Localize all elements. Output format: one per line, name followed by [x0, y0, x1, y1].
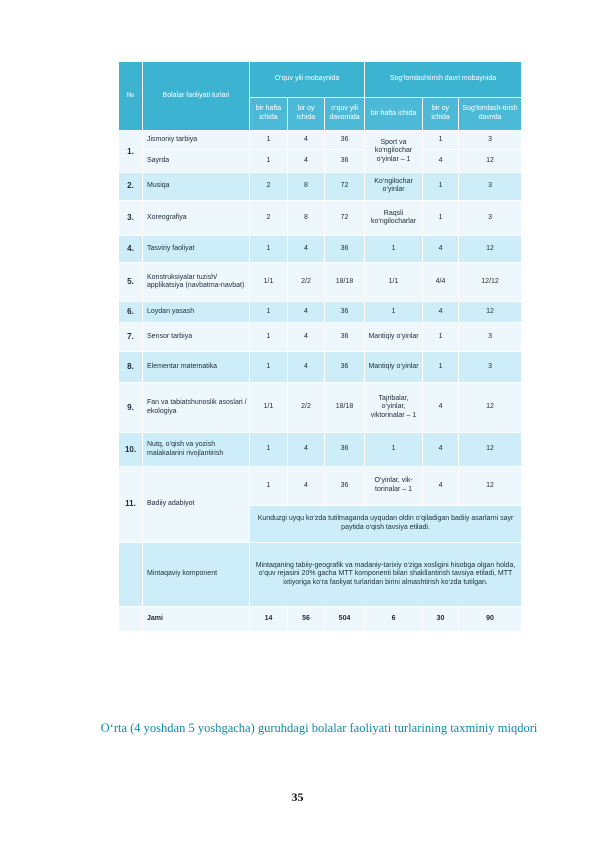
- row-label: Badiiy adabiyot: [143, 466, 250, 542]
- activity-table: [118, 61, 522, 632]
- cell-month: 8: [288, 172, 325, 200]
- cell-year: 36: [325, 466, 365, 505]
- row-number: 6.: [119, 302, 143, 322]
- total-row: [119, 607, 522, 632]
- table-row: [119, 433, 522, 467]
- cell-week: 1/1: [250, 263, 288, 302]
- cell-year: 72: [325, 200, 365, 236]
- subheader-health-month: bir oy ichida: [423, 98, 459, 131]
- cell-health-month: 4/4: [423, 263, 459, 302]
- cell-health-week: Mantiqiy o‘yinlar: [365, 352, 423, 383]
- row-label: Elementar matematika: [143, 352, 250, 383]
- cell-month: 4: [288, 131, 325, 150]
- row-number: 3.: [119, 200, 143, 236]
- cell-health-week: Ko‘ngilochar o‘yinlar: [365, 172, 423, 200]
- cell-health-month: 1: [423, 352, 459, 383]
- row-label: Loydan yasash: [143, 302, 250, 322]
- cell-health-month: 1: [423, 200, 459, 236]
- cell-year: 36: [325, 150, 365, 173]
- cell-health-period: 12/12: [459, 263, 522, 302]
- table-row: [119, 302, 522, 322]
- cell-health-week: Raqsli ko‘ngilocharlar: [365, 200, 423, 236]
- cell-health-month: 1: [423, 172, 459, 200]
- cell-month: 2/2: [288, 382, 325, 432]
- row-number: 5.: [119, 263, 143, 302]
- cell-health-period: 12: [459, 236, 522, 263]
- page-number: 35: [291, 790, 304, 804]
- cell-week: 2: [250, 200, 288, 236]
- total-label: Jami: [143, 607, 250, 632]
- row-label: Musiqa: [143, 172, 250, 200]
- table-row: [119, 131, 522, 150]
- cell-health-week: O‘yinlar, vik-torinalar – 1: [365, 466, 423, 505]
- table-row: [119, 200, 522, 236]
- subheader-month: bir oy ichida: [288, 98, 325, 131]
- cell-week: 1: [250, 433, 288, 467]
- cell-month: 8: [288, 200, 325, 236]
- cell-health-period: 12: [459, 302, 522, 322]
- cell-week: 1: [250, 150, 288, 173]
- cell-health-period: 12: [459, 466, 522, 505]
- cell-health-month: 4: [423, 302, 459, 322]
- row-label: Sensor tarbiya: [143, 322, 250, 352]
- cell-health-month: 4: [423, 236, 459, 263]
- row-label: Fan va tabiatshunoslik asoslari / ekologiya: [143, 382, 250, 432]
- table-row: [119, 466, 522, 505]
- row-number: 2.: [119, 172, 143, 200]
- row-number: [119, 542, 143, 607]
- cell-health-period: 3: [459, 172, 522, 200]
- table-row: [119, 352, 522, 383]
- header-health-period: Sog‘lomlashtirish davri mobaynida: [365, 62, 522, 98]
- cell-year: 36: [325, 352, 365, 383]
- row-number: 8.: [119, 352, 143, 383]
- row-number: 9.: [119, 382, 143, 432]
- cell-health-period: 12: [459, 382, 522, 432]
- cell-year: 36: [325, 322, 365, 352]
- row-number: 1.: [119, 131, 143, 173]
- cell-health-week: 1: [365, 433, 423, 467]
- cell-week: 1/1: [250, 382, 288, 432]
- cell-month: 4: [288, 322, 325, 352]
- total-year: 504: [325, 607, 365, 632]
- cell-month: 4: [288, 236, 325, 263]
- cell-health-week: Mantiqiy o‘yinlar: [365, 322, 423, 352]
- cell-week: 2: [250, 172, 288, 200]
- cell-month: 4: [288, 466, 325, 505]
- cell-health-period: 3: [459, 322, 522, 352]
- cell-health-week: Sport va ko‘ngilochar o‘yinlar – 1: [365, 131, 423, 173]
- cell-health-month: 4: [423, 150, 459, 173]
- cell-month: 2/2: [288, 263, 325, 302]
- table-row: [119, 150, 522, 173]
- total-health-period: 90: [459, 607, 522, 632]
- header-school-year: O‘quv yili mobaynida: [250, 62, 365, 98]
- row-number: 7.: [119, 322, 143, 352]
- subheader-health-week: bir hafta ichida: [365, 98, 423, 131]
- row-number: [119, 607, 143, 632]
- cell-month: 4: [288, 433, 325, 467]
- cell-year: 36: [325, 433, 365, 467]
- cell-health-week: Tajribalar, o‘yinlar, viktorinalar – 1: [365, 382, 423, 432]
- cell-week: 1: [250, 352, 288, 383]
- cell-month: 4: [288, 352, 325, 383]
- cell-month: 4: [288, 302, 325, 322]
- cell-week: 1: [250, 302, 288, 322]
- cell-health-period: 3: [459, 352, 522, 383]
- table-row: [119, 236, 522, 263]
- table-row: [119, 542, 522, 607]
- cell-health-period: 12: [459, 150, 522, 173]
- reading-note: Kunduzgi uyqu ko‘zda tutilmaganda uyqudan oldin o‘qiladigan badiiy asarlarni sayr paytida o‘qish tavsiya etiladi.: [250, 505, 522, 542]
- cell-health-period: 3: [459, 200, 522, 236]
- cell-week: 1: [250, 466, 288, 505]
- cell-year: 36: [325, 302, 365, 322]
- cell-health-week: 1: [365, 236, 423, 263]
- table-caption: O‘rta (4 yoshdan 5 yoshgacha) guruhdagi bolalar faoliyati turlarining taxminiy miqdori: [100, 721, 538, 735]
- row-label: Konstruksiyalar tuzish/ applikatsiya (navbatma-navbat): [143, 263, 250, 302]
- row-label: Jismoniy tarbiya: [143, 131, 250, 150]
- cell-health-period: 3: [459, 131, 522, 150]
- row-number: 4.: [119, 236, 143, 263]
- row-number: 10.: [119, 433, 143, 467]
- row-label: Tasviriy faoliyat: [143, 236, 250, 263]
- table-row: [119, 322, 522, 352]
- header-number: №: [119, 62, 143, 131]
- cell-health-month: 4: [423, 382, 459, 432]
- total-month: 56: [288, 607, 325, 632]
- cell-week: 1: [250, 322, 288, 352]
- cell-health-month: 4: [423, 433, 459, 467]
- table-row: [119, 172, 522, 200]
- total-health-month: 30: [423, 607, 459, 632]
- table-row: [119, 263, 522, 302]
- header-activity-types: Bolalar faoliyati turlari: [143, 62, 250, 131]
- subheader-year: o‘quv yili davomida: [325, 98, 365, 131]
- cell-health-month: 1: [423, 322, 459, 352]
- cell-week: 1: [250, 131, 288, 150]
- cell-health-period: 12: [459, 433, 522, 467]
- cell-year: 36: [325, 131, 365, 150]
- subheader-health-period: Sog‘lomlash-tirish davrida: [459, 98, 522, 131]
- row-label: Nutq, o‘qish va yozish malakalarini rivojlantirish: [143, 433, 250, 467]
- cell-health-month: 4: [423, 466, 459, 505]
- cell-week: 1: [250, 236, 288, 263]
- cell-year: 18/18: [325, 382, 365, 432]
- row-label: Sayrda: [143, 150, 250, 173]
- cell-month: 4: [288, 150, 325, 173]
- cell-health-week: 1/1: [365, 263, 423, 302]
- row-label: Xoreografiya: [143, 200, 250, 236]
- cell-year: 18/18: [325, 263, 365, 302]
- regional-component-text: Mintaqaning tabiiy-geografik va madaniy-tarixiy o‘ziga xosligini hisobga olgan holda, o‘quv rejasini 20% gacha MTT komponenti bilan shakllantirish tavsiya etiladi, MTT ixtiyoriga ko‘ra faoliyat turlaridan birini almashtirish ko‘zda tutilgan.: [250, 542, 522, 607]
- subheader-week: bir hafta ichida: [250, 98, 288, 131]
- table-row: [119, 382, 522, 432]
- cell-health-week: 1: [365, 302, 423, 322]
- cell-year: 72: [325, 172, 365, 200]
- regional-component-label: Mintaqaviy komponent: [143, 542, 250, 607]
- total-week: 14: [250, 607, 288, 632]
- cell-year: 36: [325, 236, 365, 263]
- row-number: 11.: [119, 466, 143, 542]
- cell-health-month: 1: [423, 131, 459, 150]
- total-health-week: 6: [365, 607, 423, 632]
